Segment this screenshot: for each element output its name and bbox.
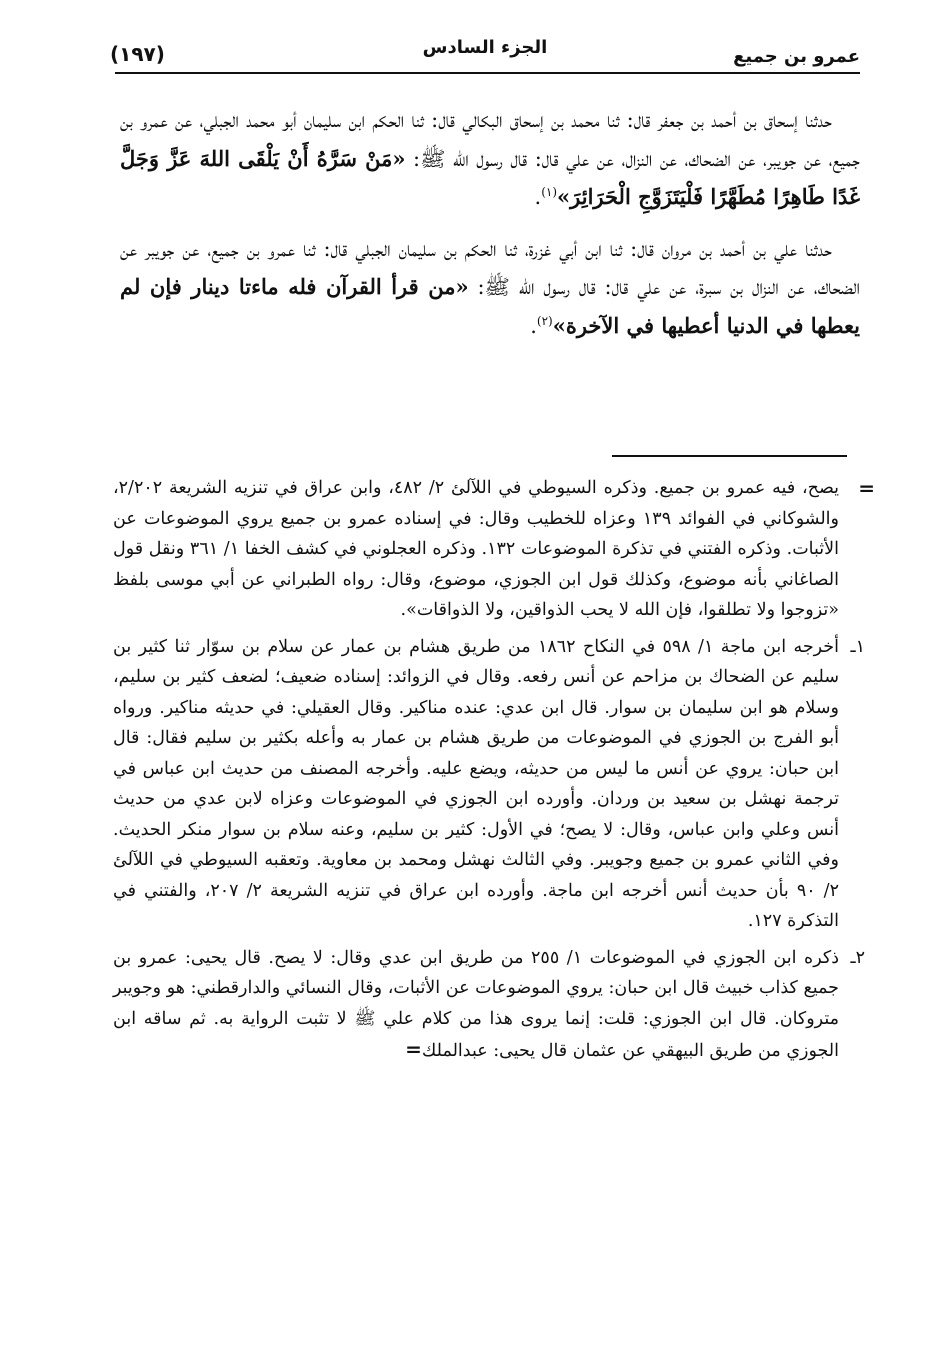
footnote-text: يصح، فيه عمرو بن جميع. وذكره السيوطي في اللآلئ ٢/ ٤٨٢، وابن عراق في تنزيه الشريعة ٢/٢٠٢، والشوكاني في الفوائد ١٣٩ وعزاه للخطيب وقال: في إسناده عمرو بن جميع يروي الموضوعات عن الأثبات. وذكره الفتني في تذكرة الموضوعات ١٣٢. وذكره العجلوني في كشف الخفا ١/ ٣٦١ ونقل قول الصاغاني بأنه موضوع، وكذلك قول ابن الجوزي، موضوع، وقال: رواه الطبراني عن أبي موسى بلفظ «تزوجوا ولا تطلقوا، فإن الله لا يحب الذواقين، ولا الذواقات». (113, 478, 839, 620)
footnote-2 (113, 943, 865, 1067)
footnote-ref: (١) (541, 185, 558, 199)
continuation-mark-end: = (405, 1037, 422, 1061)
page-number: (١٩٧) (110, 42, 165, 66)
footnote-text: ذكره ابن الجوزي في الموضوعات ١/ ٢٥٥ من طريق ابن عدي وقال: لا يصح. قال يحيى: عمرو بن جميع كذاب خبيث قال ابن حبان: يروي الموضوعات عن الأثبات، وقال النسائي والدارقطني: هو وجويبر متروكان. قال ابن الجوزي: قلت: إنما يروى هذا من كلام علي ﷺ لا تثبت الرواية به. ثم ساقه ابن الجوزي من طريق البيهقي عن عثمان قال يحيى: عبدالملك (113, 947, 839, 1061)
isnad-text: حدثنا علي بن أحمد بن مروان قال: ثنا ابن أبي غزرة، ثنا الحكم بن سليمان الجبلي قال: ثنا عمرو بن جميع، عن جويبر عن الضحاك، عن النزال بن سبرة، عن علي قال: قال رسول الله ﷺ: (120, 236, 860, 299)
footnote-continued (113, 473, 875, 626)
sentence-end: . (530, 313, 537, 338)
hadith-matn: «من قرأ القرآن فله ماءتا دينار فإن لم يعطها في الدنيا أعطيها في الآخرة» (120, 274, 860, 338)
footnote-number: ١ـ (850, 636, 865, 657)
running-head-chapter: عمرو بن جميع (733, 46, 860, 67)
footnote-1 (113, 632, 865, 937)
page-header (110, 30, 860, 72)
footnote-ref: (٢) (536, 313, 553, 328)
hadith-paragraph-2 (120, 231, 860, 346)
continuation-mark: = (858, 476, 875, 500)
hadith-paragraph-1 (120, 102, 860, 217)
footnote-text: أخرجه ابن ماجة ١/ ٥٩٨ في النكاح ١٨٦٢ من طريق هشام بن عمار عن سلام بن سوّار ثنا كثير بن سليم عن الضحاك بن مزاحم عن أنس رفعه. وقال في الزوائد: إسناده ضعيف؛ لضعف كثير بن سليم، وسلام هو ابن سليمان بن سوار. قال ابن عدي: عنده مناكير. وقال العقيلي: في حديثه مناكير. ورواه أبو الفرج بن الجوزي في الموضوعات من طريق هشام بن عمار به وأعله بكثير بن سليم فقال: قال ابن حبان: يروي عن أنس ما ليس من حديثه، ويضع عليه. وأخرجه المصنف من حديث ابن عباس في ترجمة نهشل بن سعيد بن وردان. وأورده ابن الجوزي في الموضوعات وعزاه لابن عدي من حديث أنس وعلي وابن عباس، وقال: لا يصح؛ في الأول: كثير بن سليم، وعنه سلام بن سوار منكر الحديث. وفي الثاني عمرو بن جميع وجويبر. وفي الثالث نهشل ومحمد بن معاوية. وتعقبه السيوطي في اللآلئ ٢/ ٩٠ بأن حديث أنس أخرجه ابن ماجة. وأورده ابن عراق في تنزيه الشريعة ٢/ ٢٠٧، والفتني في التذكرة ١٢٧. (113, 636, 839, 931)
running-head-part: الجزء السادس (422, 37, 548, 58)
header-rule (115, 72, 860, 74)
main-text (120, 102, 860, 359)
footnote-number: ٢ـ (850, 947, 865, 968)
footnotes-section (113, 473, 875, 1073)
footnote-separator (612, 455, 847, 457)
isnad-text: حدثنا إسحاق بن أحمد بن جعفر قال: ثنا محمد بن إسحاق البكالي قال: ثنا الحكم ابن سليمان أبو محمد الجبلي، عن عمرو بن جميع، عن جويبر، عن الضحاك، عن النزال، عن علي قال: قال رسول الله ﷺ: (120, 108, 860, 171)
hadith-matn: «مَنْ سَرَّهُ أَنْ يَلْقَى اللهَ عَزَّ وَجَلَّ غَدًا طَاهِرًا مُطَهَّرًا فَلْيَتَزَوَّجِ الْحَرَائِرَ» (120, 145, 860, 209)
sentence-end: . (534, 185, 542, 209)
